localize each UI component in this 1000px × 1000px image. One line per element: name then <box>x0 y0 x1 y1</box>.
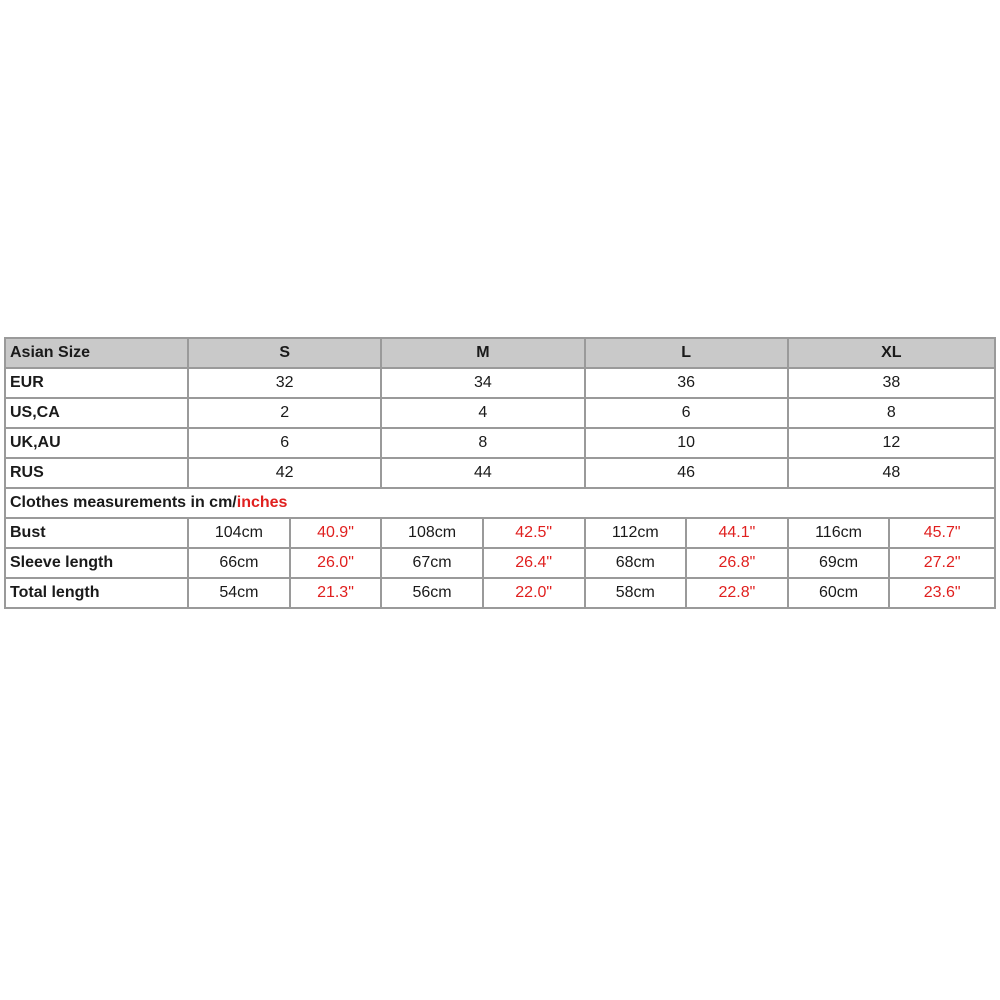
table-cell: 38 <box>789 369 996 399</box>
inch-cell: 23.6" <box>890 579 996 609</box>
cm-cell: 56cm <box>382 579 484 609</box>
cm-cell: 58cm <box>586 579 688 609</box>
inch-cell: 26.4" <box>484 549 586 579</box>
row-label-total-length: Total length <box>6 579 189 609</box>
table-cell: 36 <box>586 369 789 399</box>
row-label-rus: RUS <box>6 459 189 489</box>
size-l-header: L <box>586 339 789 369</box>
cm-cell: 116cm <box>789 519 891 549</box>
cm-cell: 112cm <box>586 519 688 549</box>
cm-cell: 104cm <box>189 519 291 549</box>
table-cell: 48 <box>789 459 996 489</box>
table-cell: 42 <box>189 459 382 489</box>
table-cell: 34 <box>382 369 585 399</box>
table-cell: 32 <box>189 369 382 399</box>
cm-cell: 54cm <box>189 579 291 609</box>
cm-cell: 108cm <box>382 519 484 549</box>
size-xl-header: XL <box>789 339 996 369</box>
table-row <box>6 579 996 609</box>
inch-cell: 40.9" <box>291 519 383 549</box>
row-label-us-ca: US,CA <box>6 399 189 429</box>
table-row <box>6 369 996 399</box>
table-cell: 6 <box>586 399 789 429</box>
size-m-header: M <box>382 339 585 369</box>
table-cell: 8 <box>382 429 585 459</box>
cm-cell: 67cm <box>382 549 484 579</box>
cm-cell: 69cm <box>789 549 891 579</box>
table-cell: 10 <box>586 429 789 459</box>
table-cell: 8 <box>789 399 996 429</box>
inch-cell: 21.3" <box>291 579 383 609</box>
row-label-bust: Bust <box>6 519 189 549</box>
table-row <box>6 459 996 489</box>
measurements-title <box>6 489 996 519</box>
measurements-title-highlight: inches <box>236 494 288 511</box>
table-row <box>6 519 996 549</box>
row-label-eur: EUR <box>6 369 189 399</box>
table-cell: 44 <box>382 459 585 489</box>
table-cell: 4 <box>382 399 585 429</box>
inch-cell: 26.8" <box>687 549 789 579</box>
table-row <box>6 549 996 579</box>
table-row <box>6 399 996 429</box>
inch-cell: 42.5" <box>484 519 586 549</box>
cm-cell: 66cm <box>189 549 291 579</box>
inch-cell: 22.8" <box>687 579 789 609</box>
row-label-uk-au: UK,AU <box>6 429 189 459</box>
inch-cell: 22.0" <box>484 579 586 609</box>
cm-cell: 60cm <box>789 579 891 609</box>
inch-cell: 26.0" <box>291 549 383 579</box>
header-row <box>6 339 996 369</box>
measurements-title-row <box>6 489 996 519</box>
table-row <box>6 429 996 459</box>
inch-cell: 27.2" <box>890 549 996 579</box>
table-cell: 2 <box>189 399 382 429</box>
table-cell: 46 <box>586 459 789 489</box>
size-s-header: S <box>189 339 382 369</box>
table-cell: 12 <box>789 429 996 459</box>
measurements-title-prefix: Clothes measurements in cm/ <box>10 494 237 511</box>
header-label: Asian Size <box>6 339 189 369</box>
table-cell: 6 <box>189 429 382 459</box>
inch-cell: 45.7" <box>890 519 996 549</box>
cm-cell: 68cm <box>586 549 688 579</box>
size-chart-table <box>4 337 996 609</box>
row-label-sleeve-length: Sleeve length <box>6 549 189 579</box>
inch-cell: 44.1" <box>687 519 789 549</box>
